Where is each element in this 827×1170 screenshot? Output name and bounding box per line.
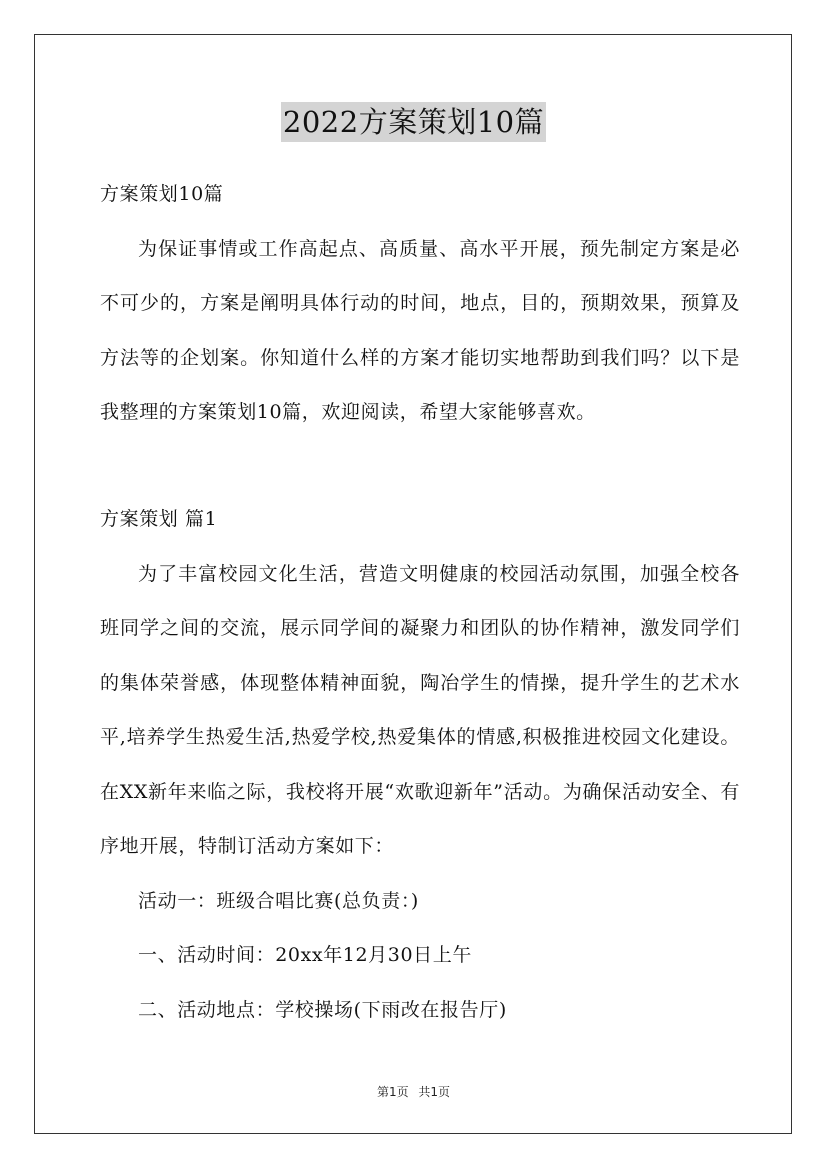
page-footer [0,1083,827,1100]
intro-heading: 方案策划10篇 [100,183,224,205]
section-1 [100,492,740,1037]
activity-place: 二、活动地点：学校操场(下雨改在报告厅) [138,998,507,1021]
activity-title: 活动一：班级合唱比赛(总负责：) [138,889,419,912]
intro-paragraph: 为保证事情或工作高起点、高质量、高水平开展，预先制定方案是必不可少的，方案是阐明具体行动的时间，地点，目的，预期效果，预算及方法等的企划案。你知道什么样的方案才能切实地帮助到我们吗？以下是我整理的方案策划10篇，欢迎阅读，希望大家能够喜欢。 [100,237,740,423]
document-title-container [0,102,827,142]
activity-time: 一、活动时间：20xx年12月30日上午 [138,944,472,966]
page-number: 第1页 [376,1085,409,1099]
document-title: 2022方案策划10篇 [281,102,546,142]
intro-section [100,167,740,440]
page-total: 共1页 [418,1085,451,1099]
section-1-paragraph: 为了丰富校园文化生活，营造文明健康的校园活动氛围，加强全校各班同学之间的交流，展示同学间的凝聚力和团队的协作精神，激发同学们的集体荣誉感，体现整体精神面貌，陶冶学生的情操，提升学生的艺术水平,培养学生热爱生活,热爱学校,热爱集体的情感,积极推进校园文化建设。在XX新年来临之际，我校将开展“欢歌迎新年”活动。为确保活动安全、有序地开展，特制订活动方案如下： [100,562,740,857]
section-1-heading: 方案策划 篇1 [100,508,218,530]
